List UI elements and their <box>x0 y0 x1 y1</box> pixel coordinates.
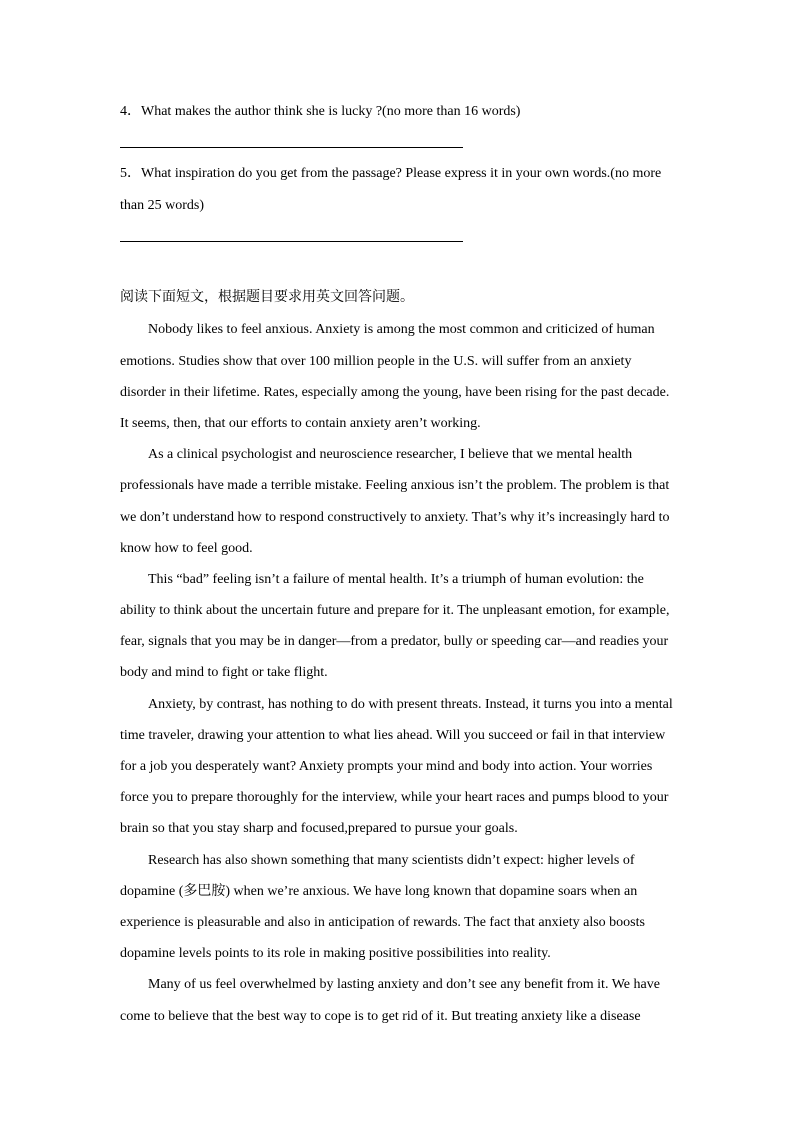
paragraph-line: Many of us feel overwhelmed by lasting anxiety and don’t see any benefit from it. We have <box>148 977 660 993</box>
paragraph-line: As a clinical psychologist and neuroscience researcher, I believe that we mental health <box>148 447 633 463</box>
paragraph-line: Anxiety, by contrast, has nothing to do with present threats. Instead, it turns you into a mental <box>148 696 673 712</box>
paragraph-line: Research has also shown something that many scientists didn’t expect: higher levels of <box>148 852 635 868</box>
paragraph-line: for a job you desperately want? Anxiety prompts your mind and body into action. Your worries <box>120 759 653 775</box>
passage-paragraph-1 <box>120 314 673 439</box>
passage-paragraph-4 <box>120 689 673 845</box>
paragraph-line: body and mind to fight or take flight. <box>120 665 328 681</box>
paragraph-line: experience is pleasurable and also in anticipation of rewards. The fact that anxiety also boosts <box>120 914 645 930</box>
paragraph-line: Nobody likes to feel anxious. Anxiety is among the most common and criticized of human <box>148 322 655 338</box>
reading-passage <box>120 314 673 1031</box>
paragraph-line: dopamine levels points to its role in making positive possibilities into reality. <box>120 946 551 962</box>
paragraph-line: fear, signals that you may be in danger—from a predator, bully or speeding car—and readies your <box>120 634 669 650</box>
paragraph-line: ability to think about the uncertain future and prepare for it. The unpleasant emotion, for example, <box>120 603 670 619</box>
instructions-text: 阅读下面短文，根据题目要求用英文回答问题。 <box>120 290 414 306</box>
paragraph-line: brain so that you stay sharp and focused,prepared to pursue your goals. <box>120 821 518 837</box>
paragraph-line: we don’t understand how to respond constructively to anxiety. That’s why it’s increasingly hard to <box>120 509 670 525</box>
passage-paragraph-6 <box>120 969 673 1031</box>
passage-paragraph-5 <box>120 845 673 970</box>
paragraph-line: force you to prepare thoroughly for the interview, while your heart races and pumps blood to your <box>120 790 669 806</box>
paragraph-line: come to believe that the best way to cope is to get rid of it. But treating anxiety like a disease <box>120 1008 641 1024</box>
paragraph-line: professionals have made a terrible mistake. Feeling anxious isn’t the problem. The problem is that <box>120 478 670 494</box>
paragraph-line: disorder in their lifetime. Rates, especially among the young, have been rising for the past decade. <box>120 384 670 400</box>
paragraph-line: time traveler, drawing your attention to what lies ahead. Will you succeed or fail in that interview <box>120 727 666 743</box>
question-5-text-line: 5．What inspiration do you get from the passage? Please express it in your own words.(no more <box>120 166 662 182</box>
paragraph-line: This “bad” feeling isn’t a failure of mental health. It’s a triumph of human evolution: the <box>148 571 644 587</box>
question-5-text-line: than 25 words) <box>120 197 204 213</box>
paragraph-line: know how to feel good. <box>120 540 253 556</box>
answer-line-question-5 <box>120 241 463 242</box>
passage-paragraph-2 <box>120 439 673 564</box>
paragraph-line: dopamine (多巴胺) when we’re anxious. We have long known that dopamine soars when an <box>120 883 638 899</box>
section-instructions <box>120 282 414 313</box>
question-4 <box>120 96 520 127</box>
answer-line-question-4 <box>120 147 463 148</box>
passage-paragraph-3 <box>120 564 673 689</box>
question-4-text: 4．What makes the author think she is lucky ?(no more than 16 words) <box>120 104 521 120</box>
paragraph-line: emotions. Studies show that over 100 million people in the U.S. will suffer from an anxiety <box>120 353 632 369</box>
paragraph-line: It seems, then, that our efforts to contain anxiety aren’t working. <box>120 415 481 431</box>
question-5 <box>120 158 661 220</box>
